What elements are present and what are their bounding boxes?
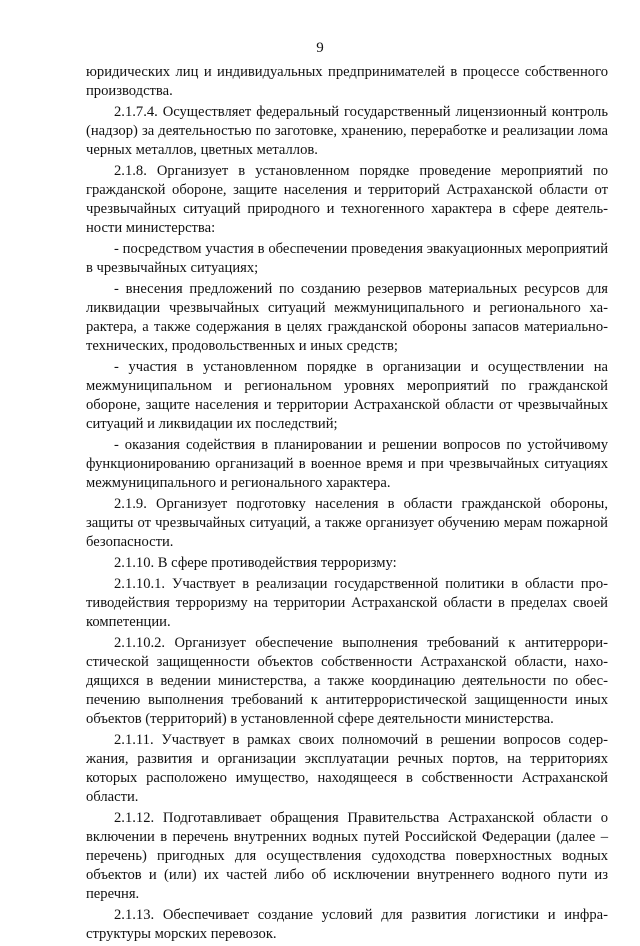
paragraph-2-1-7-4: 2.1.7.4. Осуществляет федеральный государственный лицензионный контроль (надзор) за деятельностью по заготовке, хранению, переработке и реализации лома черных металлов, цветных металлов. bbox=[86, 104, 608, 158]
paragraph-2-1-9: 2.1.9. Организует подготовку населения в области гражданской обороны, защиты от чрезвычайных ситуаций, а также организует обучению мерам пожарной безопасности. bbox=[86, 496, 608, 550]
paragraph-2-1-12: 2.1.12. Подготавливает обращения Правительства Астраханской области о включении в перечень внутренних водных путей Российской Федерации (далее – перечень) пригодных для осуществления судоходства поверхностных водных объектов и (или) их частей либо об исключении внутреннего водного пути из перечня. bbox=[86, 810, 608, 902]
page-number: 9 bbox=[316, 40, 324, 56]
list-item-assistance: - оказания содействия в планировании и решении вопросов по устойчивому функционированию организаций в военное время и при чрезвычайных ситуациях межмуниципального и регионального характера. bbox=[86, 437, 608, 491]
paragraph-2-1-10-1: 2.1.10.1. Участвует в реализации государственной политики в области противодействия терроризму на территории Астраханской области в пределах своей компетенции. bbox=[86, 576, 608, 630]
list-item-reserves: - внесения предложений по созданию резервов материальных ресурсов для ликвидации чрезвычайных ситуаций межмуниципального и регионального характера, а также содержания в целях гражданской обороны запасов материально-технических, продовольственных и иных средств; bbox=[86, 281, 608, 354]
paragraph-2-1-8: 2.1.8. Организует в установленном порядке проведение мероприятий по гражданской обороне, защите населения и территорий Астраханской области от чрезвычайных ситуаций природного и техногенного характера в сфере деятельности министерства: bbox=[86, 163, 608, 236]
list-item-civil-defense: - участия в установленном порядке в организации и осуществлении на межмуниципальном и региональном уровнях мероприятий по гражданской обороне, защите населения и территории Астраханской области от чрезвычайных ситуаций и ликвидации их последствий; bbox=[86, 359, 608, 432]
paragraph-continuation: юридических лиц и индивидуальных предпринимателей в процессе собственного производства. bbox=[86, 64, 608, 99]
paragraph-2-1-11: 2.1.11. Участвует в рамках своих полномочий в решении вопросов содержания, развития и организации эксплуатации речных портов, на территориях которых расположено имущество, находящееся в собственности Астраханской области. bbox=[86, 732, 608, 805]
paragraph-2-1-13: 2.1.13. Обеспечивает создание условий для развития логистики и инфраструктуры морских перевозок. bbox=[86, 907, 608, 942]
list-item-evacuation: - посредством участия в обеспечении проведения эвакуационных мероприятий в чрезвычайных ситуациях; bbox=[86, 241, 608, 276]
paragraph-2-1-10: 2.1.10. В сфере противодействия терроризму: bbox=[114, 555, 397, 571]
document-body bbox=[86, 63, 608, 946]
paragraph-2-1-10-2: 2.1.10.2. Организует обеспечение выполнения требований к антитеррористической защищенности объектов собственности Астраханской области, находящихся в ведении министерства, а также координацию деятельности по обеспечению выполнения требований к антитеррористической защищенности иных объектов (территорий) в установленной сфере деятельности министерства. bbox=[86, 635, 608, 727]
